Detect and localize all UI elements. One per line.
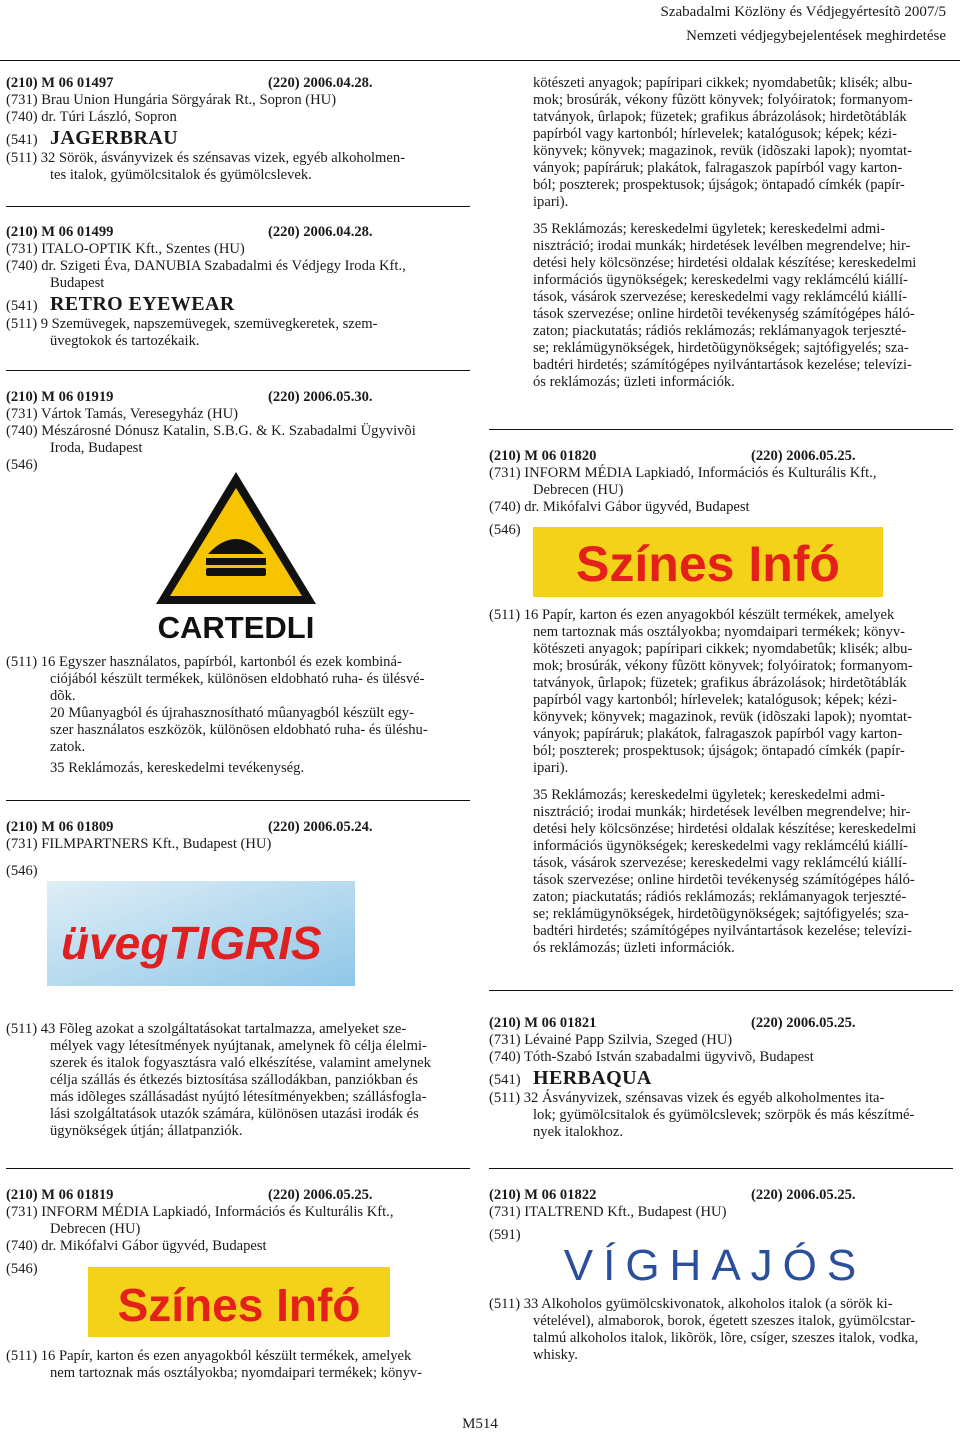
goods-line: 20 Mûanyagból és újrahasznosítható mûanyagból készült egy- bbox=[50, 705, 414, 721]
entry-m0601809-goods bbox=[6, 1021, 477, 1140]
word-mark: JAGERBRAU bbox=[50, 127, 179, 149]
entry-m0601497 bbox=[6, 75, 477, 184]
mark-code: (541) bbox=[6, 298, 38, 314]
filing-date: (220) 2006.05.25. bbox=[751, 1015, 856, 1031]
goods-line: talmú alkoholos italok, likõrök, lõre, csíger, szeszes italok, vodka, bbox=[533, 1330, 919, 1346]
applicant: (731) FILMPARTNERS Kft., Budapest (HU) bbox=[6, 836, 272, 852]
applicant: (731) Brau Union Hungária Sörgyárak Rt., Sopron (HU) bbox=[6, 92, 337, 108]
logo-wordmark: Színes Infó bbox=[117, 1279, 361, 1331]
goods-line: ványok; papíráruk; plakátok, falragaszok papírból vagy karton- bbox=[533, 726, 903, 742]
applicant: (731) INFORM MÉDIA Lapkiadó, Információs és Kulturális Kft., bbox=[489, 465, 877, 481]
goods-line: 35 Reklámozás; kereskedelmi ügyletek; kereskedelmi admi- bbox=[533, 787, 886, 803]
logo-code: (591) bbox=[489, 1227, 521, 1243]
goods-line: se; reklámügynökségek, hirdetõügynökségek; sajtófigyelés; sza- bbox=[533, 906, 909, 922]
representative-cont: Iroda, Budapest bbox=[50, 440, 143, 456]
filing-date: (220) 2006.05.30. bbox=[268, 389, 373, 405]
application-number: (210) M 06 01499 bbox=[6, 224, 114, 240]
goods-line: információs ügynökségek; kereskedelmi vagy reklámcélú kiállí- bbox=[533, 272, 908, 288]
goods-line: ipari). bbox=[533, 760, 569, 776]
logo-code: (546) bbox=[489, 522, 521, 538]
goods-line: üvegtokok és tartozékaik. bbox=[50, 333, 200, 349]
logo-wordmark: Színes Infó bbox=[576, 536, 840, 592]
applicant: (731) INFORM MÉDIA Lapkiadó, Információs és Kulturális Kft., bbox=[6, 1204, 394, 1220]
goods-line: ványok; papíráruk; plakátok, falragaszok papírból vagy karton- bbox=[533, 160, 903, 176]
goods-line: dõk. bbox=[50, 688, 76, 704]
goods-line: nisztráció; irodai munkák; hirdetések levélben megrendelve; hir- bbox=[533, 804, 911, 820]
applicant-cont: Debrecen (HU) bbox=[533, 482, 624, 498]
goods-line: mok; brosúrák, vékony fûzött könyvek; folyóiratok; formanyom- bbox=[533, 658, 913, 674]
goods-line: (511) 16 Papír, karton és ezen anyagokból készült termékek, amelyek bbox=[489, 607, 895, 623]
goods-line: nisztráció; irodai munkák; hirdetések levélben megrendelve; hir- bbox=[533, 238, 911, 254]
cartedli-logo bbox=[150, 466, 322, 644]
goods-line: könyvek; könyvek; magazinok, revük (idõszaki lapok); nyomtat- bbox=[533, 143, 912, 159]
applicant: (731) ITALO-OPTIK Kft., Szentes (HU) bbox=[6, 241, 245, 257]
goods-line: (511) 33 Alkoholos gyümölcskivonatok, alkoholos italok (a sörök ki- bbox=[489, 1296, 893, 1312]
goods-line: (511) 16 Egyszer használatos, papírból, kartonból és ezek kombiná- bbox=[6, 654, 402, 670]
filing-date: (220) 2006.04.28. bbox=[268, 75, 373, 91]
goods-line: 35 Reklámozás; kereskedelmi ügyletek; kereskedelmi admi- bbox=[533, 221, 886, 237]
entry-separator bbox=[489, 990, 953, 991]
logo-wordmark: CARTEDLI bbox=[157, 610, 315, 644]
entry-separator bbox=[489, 1168, 953, 1169]
goods-line: ból; poszterek; prospektusok; újságok; öntapadó címkék (papír- bbox=[533, 743, 905, 759]
entry-m0601820-goods bbox=[489, 607, 960, 957]
section-title: Nemzeti védjegybejelentések meghirdetése bbox=[686, 28, 946, 44]
logo-code: (546) bbox=[6, 457, 38, 473]
goods-line: tások szervezése; online hirdetõi tevékenység számítógépes háló- bbox=[533, 872, 915, 888]
goods-line: kötészeti anyagok; papíripari cikkek; nyomdabetûk; klisék; albu- bbox=[533, 641, 913, 657]
entry-m0601822 bbox=[489, 1187, 960, 1244]
filing-date: (220) 2006.05.24. bbox=[268, 819, 373, 835]
goods-line: mok; brosúrák, vékony fûzött könyvek; folyóiratok; formanyom- bbox=[533, 92, 913, 108]
goods-line: zatok. bbox=[50, 739, 86, 755]
entry-separator bbox=[6, 370, 470, 371]
applicant: (731) Vártok Tamás, Veresegyház (HU) bbox=[6, 406, 239, 422]
representative: (740) dr. Túri László, Sopron bbox=[6, 109, 177, 125]
entry-m0601499 bbox=[6, 224, 477, 350]
application-number: (210) M 06 01819 bbox=[6, 1187, 114, 1203]
entry-m0601821 bbox=[489, 1015, 960, 1141]
goods-line: ügynökségek útján; állatpanziók. bbox=[50, 1123, 243, 1139]
mark-code: (541) bbox=[489, 1072, 521, 1088]
header-rule bbox=[0, 60, 960, 61]
logo-code: (546) bbox=[6, 863, 38, 879]
filing-date: (220) 2006.05.25. bbox=[751, 1187, 856, 1203]
goods-line: vételével), almaborok, borok, égetett szeszes italok, gyümölcstar- bbox=[533, 1313, 916, 1329]
goods-line: más idõleges szállásadást nyújtó létesítményekben; szállásfogla- bbox=[50, 1089, 427, 1105]
goods-line: ciójából készült termékek, különösen eldobható ruha- és ülésvé- bbox=[50, 671, 425, 687]
goods-line: (511) 32 Ásványvizek, szénsavas vizek és egyéb alkoholmentes ita- bbox=[489, 1090, 885, 1106]
entry-m0601809 bbox=[6, 819, 477, 880]
entry-separator bbox=[6, 800, 470, 801]
szines-info-logo bbox=[533, 527, 883, 597]
goods-line: lási szolgáltatások utazók számára, különösen utazási irodák és bbox=[50, 1106, 419, 1122]
goods-line: (511) 43 Fõleg azokat a szolgáltatásokat tartalmazza, amelyeket sze- bbox=[6, 1021, 407, 1037]
goods-line: nyek italokhoz. bbox=[533, 1124, 623, 1140]
goods-line: whisky. bbox=[533, 1347, 578, 1363]
goods-line: tások, vásárok szervezése; kereskedelmi vagy reklámcélú kiállí- bbox=[533, 289, 908, 305]
continued-goods bbox=[489, 75, 960, 391]
goods-line: (511) 16 Papír, karton és ezen anyagokból készült termékek, amelyek bbox=[6, 1348, 412, 1364]
goods-line: badtéri hirdetés; számítógépes nyilvántartások kezelése; televízi- bbox=[533, 923, 912, 939]
goods-line: se; reklámügynökségek, hirdetõügynökségek; sajtófigyelés; sza- bbox=[533, 340, 909, 356]
goods-line: detési hely kölcsönzése; hirdetési oldalak készítése; kereskedelmi bbox=[533, 821, 917, 837]
application-number: (210) M 06 01821 bbox=[489, 1015, 597, 1031]
vighajos-logo bbox=[535, 1240, 895, 1286]
filing-date: (220) 2006.04.28. bbox=[268, 224, 373, 240]
entry-m0601919 bbox=[6, 389, 477, 474]
goods-line: ipari). bbox=[533, 194, 569, 210]
goods-line: ós reklámozás; üzleti információk. bbox=[533, 374, 735, 390]
entry-m0601819 bbox=[6, 1187, 477, 1278]
entry-m0601822-goods bbox=[489, 1296, 960, 1364]
entry-separator bbox=[489, 429, 953, 430]
uvegtigris-logo bbox=[47, 881, 355, 986]
application-number: (210) M 06 01497 bbox=[6, 75, 114, 91]
publication-title: Szabadalmi Közlöny és Védjegyértesítõ 2007/5 bbox=[660, 4, 946, 20]
goods-line: tások szervezése; online hirdetõi tevékenység számítógépes háló- bbox=[533, 306, 915, 322]
filing-date: (220) 2006.05.25. bbox=[751, 448, 856, 464]
goods-line: tes italok, gyümölcsitalok és gyümölcslevek. bbox=[50, 167, 312, 183]
goods-line: ós reklámozás; üzleti információk. bbox=[533, 940, 735, 956]
entry-separator bbox=[6, 1168, 470, 1169]
goods-line: célja szállás és étkezés biztosítása szállodákban, panziókban és bbox=[50, 1072, 418, 1088]
entry-m0601819-goods bbox=[6, 1348, 477, 1382]
goods-line: nem tartoznak más osztályokba; nyomdaipari termékek; könyv- bbox=[533, 624, 906, 640]
representative: (740) dr. Mikófalvi Gábor ügyvéd, Budapest bbox=[6, 1238, 267, 1254]
page-number: M514 bbox=[462, 1416, 498, 1432]
representative: (740) Tóth-Szabó István szabadalmi ügyvivõ, Budapest bbox=[489, 1049, 814, 1065]
application-number: (210) M 06 01919 bbox=[6, 389, 114, 405]
applicant-cont: Debrecen (HU) bbox=[50, 1221, 141, 1237]
applicant: (731) Lévainé Papp Szilvia, Szeged (HU) bbox=[489, 1032, 733, 1048]
goods-line: szerek és italok fogyasztásra való elkészítése, valamint amelynek bbox=[50, 1055, 431, 1071]
goods-line: lok; gyümölcsitalok és gyümölcslevek; szörpök és más készítmé- bbox=[533, 1107, 915, 1123]
representative: (740) Mészárosné Dónusz Katalin, S.B.G. & K. Szabadalmi Ügyvivõi bbox=[6, 423, 416, 439]
representative-cont: Budapest bbox=[50, 275, 105, 291]
goods-line: tatványok, ûrlapok; füzetek; grafikus ábrázolások; hirdetõtáblák bbox=[533, 109, 907, 125]
filing-date: (220) 2006.05.25. bbox=[268, 1187, 373, 1203]
goods-line: szer használatos eszközök, különösen eldobható ruha- és üléshu- bbox=[50, 722, 428, 738]
goods-line: kötészeti anyagok; papíripari cikkek; nyomdabetûk; klisék; albu- bbox=[533, 75, 913, 91]
goods-line: mélyek vagy létesítmények nyújtanak, amelynek fõ célja élelmi- bbox=[50, 1038, 427, 1054]
logo-code: (546) bbox=[6, 1261, 38, 1277]
logo-wordmark: üvegTIGRIS bbox=[61, 917, 322, 969]
application-number: (210) M 06 01820 bbox=[489, 448, 597, 464]
goods-line: információs ügynökségek; kereskedelmi vagy reklámcélú kiállí- bbox=[533, 838, 908, 854]
goods-line: papírból vagy kartonból; hírlevelek; katalógusok; képek; kézi- bbox=[533, 692, 897, 708]
representative: (740) dr. Mikófalvi Gábor ügyvéd, Budapest bbox=[489, 499, 750, 515]
szines-info-logo bbox=[88, 1267, 390, 1337]
word-mark: RETRO EYEWEAR bbox=[50, 293, 235, 315]
goods-line: tások, vásárok szervezése; kereskedelmi vagy reklámcélú kiállí- bbox=[533, 855, 908, 871]
logo-wordmark: VÍGHAJÓS bbox=[563, 1241, 867, 1286]
representative: (740) dr. Szigeti Éva, DANUBIA Szabadalmi és Védjegy Iroda Kft., bbox=[6, 258, 406, 274]
goods-line: tatványok, ûrlapok; füzetek; grafikus ábrázolások; hirdetõtáblák bbox=[533, 675, 907, 691]
word-mark: HERBAQUA bbox=[533, 1067, 652, 1089]
entry-separator bbox=[6, 206, 470, 207]
goods-line: ból; poszterek; prospektusok; újságok; öntapadó címkék (papír- bbox=[533, 177, 905, 193]
entry-m0601919-goods bbox=[6, 654, 477, 777]
mark-code: (541) bbox=[6, 132, 38, 148]
goods-line: zaton; piackutatás; rádiós reklámozás; reklámanyagok terjeszté- bbox=[533, 323, 907, 339]
entry-m0601820 bbox=[489, 448, 960, 539]
goods-line: könyvek; könyvek; magazinok, revük (idõszaki lapok); nyomtat- bbox=[533, 709, 912, 725]
application-number: (210) M 06 01822 bbox=[489, 1187, 597, 1203]
goods-line: (511) 32 Sörök, ásványvizek és szénsavas vizek, egyéb alkoholmen- bbox=[6, 150, 406, 166]
goods-line: 35 Reklámozás, kereskedelmi tevékenység. bbox=[50, 760, 305, 776]
goods-line: (511) 9 Szemüvegek, napszemüvegek, szemüvegkeretek, szem- bbox=[6, 316, 378, 332]
applicant: (731) ITALTREND Kft., Budapest (HU) bbox=[489, 1204, 727, 1220]
goods-line: papírból vagy kartonból; hírlevelek; katalógusok; képek; kézi- bbox=[533, 126, 897, 142]
goods-line: detési hely kölcsönzése; hirdetési oldalak készítése; kereskedelmi bbox=[533, 255, 917, 271]
goods-line: nem tartoznak más osztályokba; nyomdaipari termékek; könyv- bbox=[50, 1365, 423, 1381]
application-number: (210) M 06 01809 bbox=[6, 819, 114, 835]
goods-line: badtéri hirdetés; számítógépes nyilvántartások kezelése; televízi- bbox=[533, 357, 912, 373]
goods-line: zaton; piackutatás; rádiós reklámozás; reklámanyagok terjeszté- bbox=[533, 889, 907, 905]
